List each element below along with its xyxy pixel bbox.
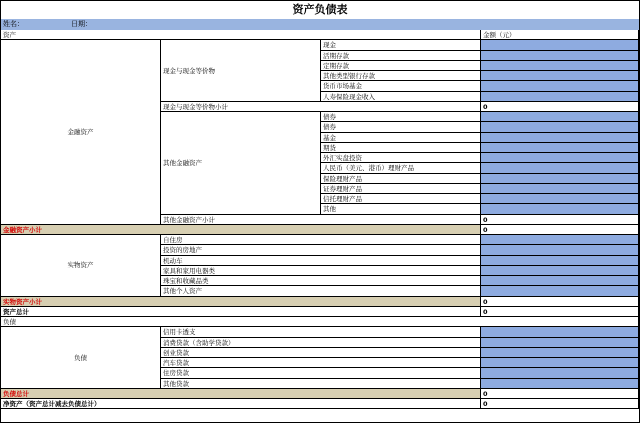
- other-financial-amount-input[interactable]: [481, 122, 639, 132]
- liability-amount-input[interactable]: [481, 327, 639, 337]
- net-worth-value: 0: [481, 399, 639, 409]
- other-financial-item: 信托理财产品: [321, 194, 481, 204]
- financial-subtotal-label: 金融资产小计: [1, 225, 481, 235]
- net-worth-label: 净资产（资产总计减去负债总计）: [1, 399, 481, 409]
- liability-amount-input[interactable]: [481, 358, 639, 368]
- other-financial-amount-input[interactable]: [481, 184, 639, 194]
- other-financial-amount-input[interactable]: [481, 112, 639, 122]
- other-financial-item: 人民币（美元、港币）理财产品: [321, 163, 481, 173]
- liability-item: 其他贷款: [161, 379, 481, 389]
- liability-item: 汽车贷款: [161, 358, 481, 368]
- cash-equivalents-amount-input[interactable]: [481, 81, 639, 91]
- physical-asset-amount-input[interactable]: [481, 266, 639, 276]
- physical-asset-item: 投资的房地产: [161, 245, 481, 255]
- physical-asset-item: 家具和家用电器类: [161, 266, 481, 276]
- assets-header-label: 资产: [1, 30, 481, 40]
- other-financial-item: 保险理财产品: [321, 174, 481, 184]
- other-financial-item: 债券: [321, 122, 481, 132]
- physical-subtotal-value: 0: [481, 297, 639, 307]
- physical-asset-amount-input[interactable]: [481, 256, 639, 266]
- liabilities-label: 负债: [1, 327, 161, 389]
- amount-column-header: 金额（元）: [481, 30, 639, 40]
- cash-equivalents-subtotal-label: 现金与现金等价物小计: [161, 102, 481, 112]
- physical-asset-item: 自住房: [161, 235, 481, 245]
- cash-equivalents-subtotal-value: 0: [481, 102, 639, 112]
- liability-amount-input[interactable]: [481, 348, 639, 358]
- other-financial-item: 基金: [321, 133, 481, 143]
- other-financial-label: 其他金融资产: [161, 112, 321, 215]
- liability-item: 创业贷款: [161, 348, 481, 358]
- cash-equivalents-label: 现金与现金等价物: [161, 40, 321, 102]
- other-financial-item: 其他: [321, 204, 481, 214]
- other-financial-subtotal-label: 其他金融资产小计: [161, 215, 481, 225]
- other-financial-amount-input[interactable]: [481, 133, 639, 143]
- other-financial-amount-input[interactable]: [481, 194, 639, 204]
- cash-equivalents-amount-input[interactable]: [481, 51, 639, 61]
- date-label: 日期：: [71, 20, 92, 28]
- other-financial-amount-input[interactable]: [481, 204, 639, 214]
- other-financial-item: 期货: [321, 143, 481, 153]
- other-financial-item: 证券理财产品: [321, 184, 481, 194]
- cash-equivalents-item: 其他类型银行存款: [321, 71, 481, 81]
- other-financial-amount-input[interactable]: [481, 143, 639, 153]
- liability-item: 信用卡透支: [161, 327, 481, 337]
- cash-equivalents-item: 定期存款: [321, 61, 481, 71]
- other-financial-amount-input[interactable]: [481, 174, 639, 184]
- cash-equivalents-amount-input[interactable]: [481, 92, 639, 102]
- liability-amount-input[interactable]: [481, 379, 639, 389]
- liabilities-header-label: 负债: [1, 317, 639, 327]
- other-financial-amount-input[interactable]: [481, 163, 639, 173]
- liability-item: 住房贷款: [161, 368, 481, 378]
- total-assets-value: 0: [481, 307, 639, 317]
- physical-subtotal-label: 实物资产小计: [1, 297, 481, 307]
- cash-equivalents-item: 人寿保险现金收入: [321, 92, 481, 102]
- physical-asset-item: 机动车: [161, 256, 481, 266]
- sheet-title: 资产负债表: [292, 3, 348, 16]
- physical-assets-label: 实物资产: [1, 235, 161, 297]
- liability-amount-input[interactable]: [481, 338, 639, 348]
- liabilities-total-label: 负债总计: [1, 389, 481, 399]
- cash-equivalents-amount-input[interactable]: [481, 71, 639, 81]
- liability-amount-input[interactable]: [481, 368, 639, 378]
- other-financial-subtotal-value: 0: [481, 215, 639, 225]
- cash-equivalents-item: 货币市场基金: [321, 81, 481, 91]
- total-assets-label: 资产总计: [1, 307, 481, 317]
- physical-asset-amount-input[interactable]: [481, 245, 639, 255]
- liability-item: 消费贷款（含助学贷款）: [161, 338, 481, 348]
- other-financial-item: 债券: [321, 112, 481, 122]
- physical-asset-amount-input[interactable]: [481, 276, 639, 286]
- cash-equivalents-item: 现金: [321, 40, 481, 50]
- financial-subtotal-value: 0: [481, 225, 639, 235]
- physical-asset-amount-input[interactable]: [481, 286, 639, 296]
- physical-asset-item: 珠宝和收藏品类: [161, 276, 481, 286]
- physical-asset-amount-input[interactable]: [481, 235, 639, 245]
- physical-asset-item: 其他个人资产: [161, 286, 481, 296]
- name-label: 姓名：: [3, 20, 24, 28]
- other-financial-item: 外汇实盘投资: [321, 153, 481, 163]
- financial-assets-label: 金融资产: [1, 40, 161, 225]
- liabilities-total-value: 0: [481, 389, 639, 399]
- other-financial-amount-input[interactable]: [481, 153, 639, 163]
- cash-equivalents-amount-input[interactable]: [481, 40, 639, 50]
- cash-equivalents-amount-input[interactable]: [481, 61, 639, 71]
- cash-equivalents-item: 活期存款: [321, 51, 481, 61]
- info-bar: [1, 19, 639, 30]
